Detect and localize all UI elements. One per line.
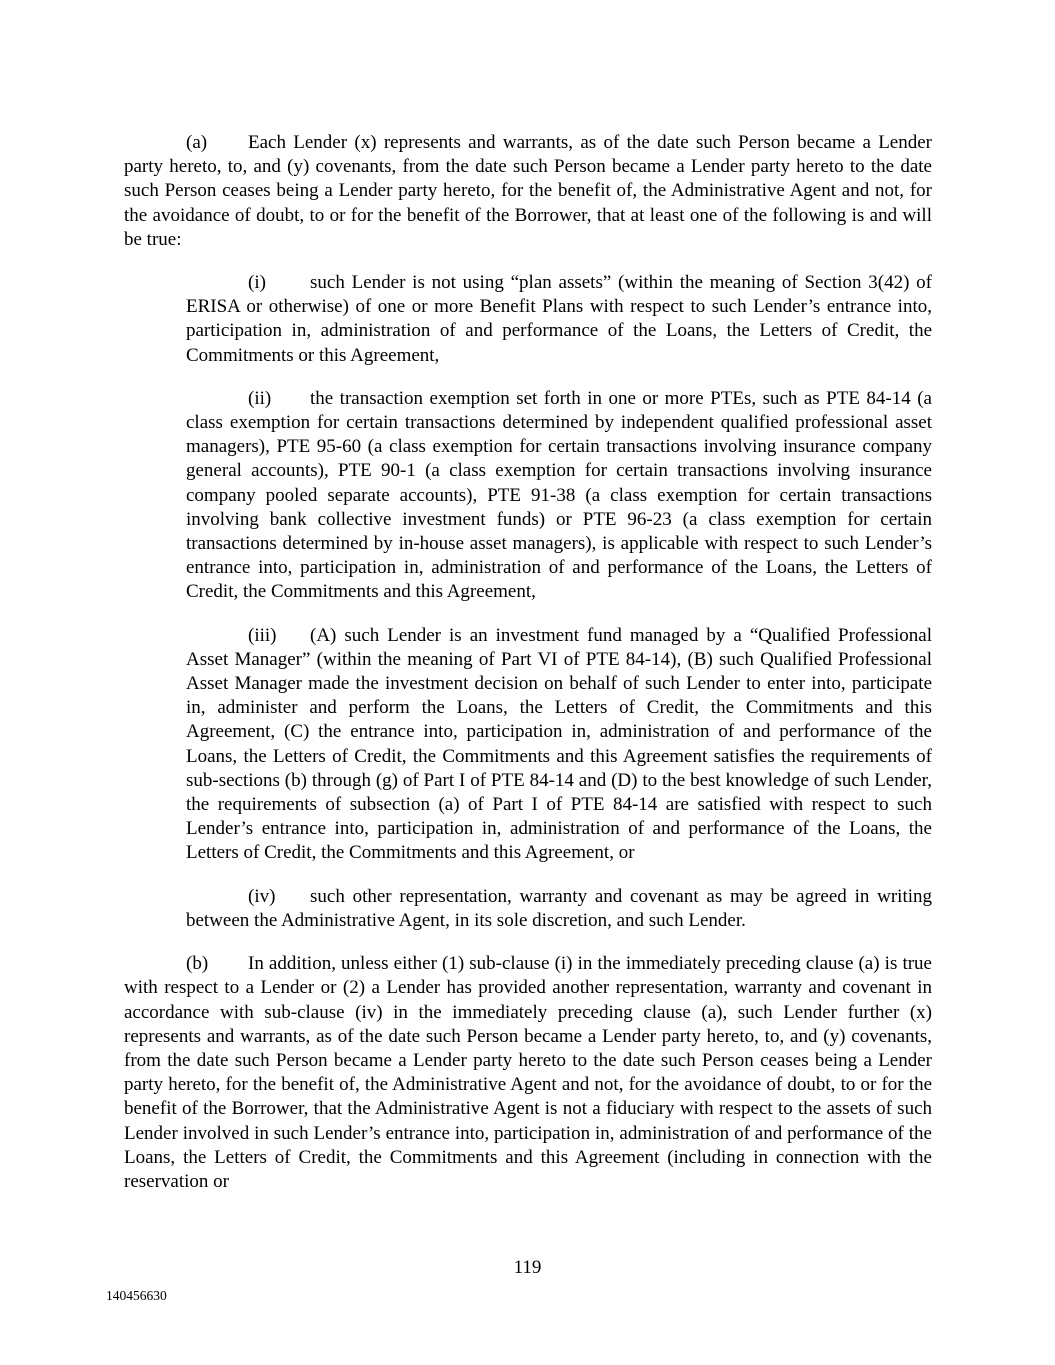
clause-iii-text: (A) such Lender is an investment fund managed by a “Qualified Professional Asset Manager” (within the meaning of Part VI of PTE 84-14), (B) such Qualified Professional Asset Manager made the investment decision on behalf of such Lender to enter into, participate in, administer and perform the Loans, the Letters of Credit, the Commitments and this Agreement, (C) the entrance into, participation in, administration of and performance of the Loans, the Letters of Credit, the Commitments and this Agreement satisfies the requirements of sub-sections (b) through (g) of Part I of PTE 84-14 and (D) to the best knowledge of such Lender, the requirements of subsection (a) of Part I of PTE 84-14 are satisfied with respect to such Lender’s entrance into, participation in, administration of and performance of the Loans, the Letters of Credit, the Commitments and this Agreement, or bbox=[186, 624, 932, 864]
clause-iii-label: (iii) bbox=[248, 624, 277, 646]
clause-iv bbox=[186, 885, 932, 933]
paragraph-b-text: In addition, unless either (1) sub-clause (i) in the immediately preceding clause (a) is true with respect to a Lender or (2) a Lender has provided another representation, warranty and covenant in accordance with sub-clause (iv) in the immediately preceding clause (a), such Lender further (x) represents and warrants, as of the date such Person became a Lender party hereto, to, and (y) covenants, from the date such Person became a Lender party hereto to the date such Person ceases being a Lender party hereto, for the benefit of, the Administrative Agent and not, for the avoidance of doubt, to or for the benefit of the Borrower, that the Administrative Agent is not a fiduciary with respect to the assets of such Lender involved in such Lender’s entrance into, participation in, administration of and performance of the Loans, the Letters of Credit, the Commitments and this Agreement (including in connection with the reservation or bbox=[124, 953, 932, 1192]
page-number: 119 bbox=[513, 1257, 542, 1278]
clause-iii bbox=[186, 624, 932, 866]
clause-iv-label: (iv) bbox=[248, 885, 276, 907]
paragraph-a-label: (a) bbox=[186, 132, 208, 153]
clause-ii-text: the transaction exemption set forth in one or more PTEs, such as PTE 84-14 (a class exemption for certain transactions determined by independent qualified professional asset managers), PTE 95-60 (a class exemption for certain transactions involving insurance company general accounts), PTE 90-1 (a class exemption for certain transactions involving insurance company pooled separate accounts), PTE 91-38 (a class exemption for certain transactions involving bank collective investment funds) or PTE 96-23 (a class exemption for certain transactions determined by in-house asset managers), is applicable with respect to such Lender’s entrance into, participation in, administration of and performance of the Loans, the Letters of Credit, the Commitments and this Agreement, bbox=[186, 387, 932, 603]
paragraph-a bbox=[124, 131, 932, 252]
clause-i-label: (i) bbox=[248, 272, 266, 294]
document-body bbox=[124, 131, 932, 1213]
clause-i-text: such Lender is not using “plan assets” (within the meaning of Section 3(42) of ERISA or otherwise) of one or more Benefit Plans with respect to such Lender’s entrance into, participation in, administration of and performance of the Loans, the Letters of Credit, the Commitments or this Agreement, bbox=[186, 272, 932, 366]
clause-iv-text: such other representation, warranty and covenant as may be agreed in writing between the Administrative Agent, in its sole discretion, and such Lender. bbox=[186, 885, 932, 931]
document-id-footer: 140456630 bbox=[106, 1288, 167, 1303]
clause-i bbox=[186, 271, 932, 368]
paragraph-b bbox=[124, 952, 932, 1194]
paragraph-a-text: Each Lender (x) represents and warrants, as of the date such Person became a Lender party hereto, to, and (y) covenants, from the date such Person became a Lender party hereto to the date such Person ceases being a Lender party hereto, for the benefit of, the Administrative Agent and not, for the avoidance of doubt, to or for the benefit of the Borrower, that at least one of the following is and will be true: bbox=[124, 132, 932, 250]
clause-ii-label: (ii) bbox=[248, 387, 272, 409]
clause-ii bbox=[186, 387, 932, 605]
paragraph-b-label: (b) bbox=[186, 953, 209, 975]
